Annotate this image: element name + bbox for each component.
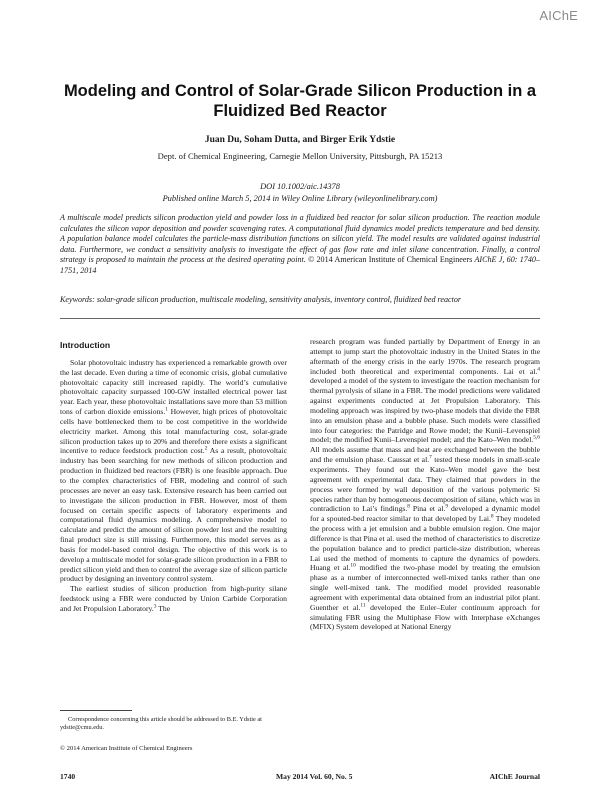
- right-column: [310, 337, 540, 632]
- paragraph: The earliest studies of silicon production from high-purity silane feedstock using a FBR were conducted by Union Carbide Corporation and Jet Propulsion Laboratory.$^3$ The: [60, 584, 287, 613]
- keywords-label: Keywords:: [60, 295, 95, 304]
- page-number: 1740: [60, 772, 76, 781]
- citation-ref: 2: [204, 445, 208, 452]
- page-footer: [60, 772, 540, 784]
- citation-ref: 11: [360, 602, 366, 609]
- abstract-citation: AIChE J, 60: 1740–1751, 2014: [60, 255, 540, 275]
- keywords-text: solar-grade silicon production, multiscale modeling, sensitivity analysis, inventory control, fluidized bed reactor: [96, 295, 462, 304]
- citation-ref: 8: [490, 513, 494, 520]
- author-list: Juan Du, Soham Dutta, and Birger Erik Ydstie: [204, 135, 396, 145]
- citation-ref: 5,6: [533, 434, 540, 441]
- keywords: [60, 295, 540, 306]
- citation-ref: 8: [407, 503, 410, 510]
- correspondence-footnote: Correspondence concerning this article should be addressed to B.E. Ydstie at ydstie@cmu.edu.: [60, 716, 262, 732]
- footnote-divider: [60, 710, 132, 711]
- citation-ref: 4: [537, 365, 540, 372]
- section-heading-introduction: Introduction: [60, 340, 111, 350]
- abstract: [60, 213, 540, 277]
- journal-name: AIChE Journal: [489, 772, 540, 781]
- abstract-copyright: © 2014 American Institute of Chemical Engineers: [308, 255, 473, 265]
- journal-tag: AIChE: [539, 8, 578, 23]
- author-affiliation: Dept. of Chemical Engineering, Carnegie Mellon University, Pittsburgh, PA 15213: [157, 151, 443, 161]
- article-title: Modeling and Control of Solar-Grade Silicon Production in a Fluidized Bed Reactor: [63, 82, 537, 120]
- citation-ref: 7: [429, 454, 432, 461]
- publication-line: Published online March 5, 2014 in Wiley Online Library (wileyonlinelibrary.com): [162, 194, 438, 203]
- paragraph: research program was funded partially by Department of Energy in an attempt to jump start the photovoltaic industry in the United States in the aftermath of the energy crisis in the early 1970s. The research program included both theoretical and experimental components. Lai et al.$^4$ developed a model of the system to investigate the reaction mechanism for thermal pyrolysis of silane in a FBR. The model predictions were validated against experiments conducted at Jet Propulsion Laboratory. This modeling approach was inspired by two-phase models that divide the FBR into an emulsion phase and a bubble phase. Such models were classified into four categories: the Patridge and Rowe model; the Kunii–Levenspiel model; the modified Kunii–Levenspiel model; and the Kato–Wen model.$^{5,6}$ All models assume that mass and heat are exchanged between the bubble and the emulsion phase. Caussat et al.$^7$ tested these models in small-scale experiments. They found out the Kato–Wen model gave the best agreement with experimental data. They claimed that powders in the process were formed by wall deposition of the various polymeric Si species rather than by homogeneous decomposition of silane, which was in contradiction to Lai’s findings.$^8$ Pina et al.$^9$ developed a dynamic model for a spouted-bed reactor similar to that developed by Lai.$^8$ They modeled the process with a jet emulsion and a bubble emulsion region. One major difference is that Pina et al. used the method of characteristics to discretize the population balance and to predict particle-size distribution, whereas Lai used the method of moments to capture the dynamics of powders. Huang et al.$^{10}$ modified the two-phase model by treating the emulsion phase as a number of interconnected well-mixed tanks rather than one single well-mixed tank. The modified model provided reasonable agreement with experimental data obtained from an industrial pilot plant. Guenther et al.$^{11}$ developed the Euler–Euler continuum approach for simulating FBR using the Multiphase Flow with Interphase eXchanges (MFIX) System developed at National Energy: [310, 337, 541, 632]
- citation-ref: 10: [350, 562, 356, 569]
- paragraph: Solar photovoltaic industry has experienced a remarkable growth over the last decade. Even during a time of economic crisis, global cumulative photovoltaic capacity still increased rapidly. The world’s cumulative photovoltaic capacity surpassed 100-GW installed electrical power last year. Each year, these photovoltaic installations save more than 53 million tons of carbon dioxide emissions.$^1$ However, high prices of photovoltaic cells have bottlenecked them to be cost competitive in the worldwide electricity market. Among this total manufacturing cost, solar-grade silicon production takes up to 20% and therefore there exists a significant incentive to reduce feedstock production cost.$^2$ As a result, photovoltaic industry has been searching for new methods of silicon production and production in fluidized bed reactors (FBR) is one feasible approach. Due to the complex characteristics of FBR, modeling and control of such processes are never an easy task. Extensive research has been carried out to investigate the silicon production in FBR. However, most of them focused on certain specific aspects of laboratory experiments and computational fluid dynamics modeling. A comprehensive model to calculate and predict the amount of silicon powder lost and the resulting final product size is still missing. Furthermore, this model serves as a basis for model-based control design. The objective of this work is to develop a multiscale model for solar-grade silicon production in a FBR to predict silicon yield and then to control the average size of silicon particle product by designing an inventory control system.: [60, 357, 288, 584]
- left-column: [60, 341, 287, 614]
- abstract-text: A multiscale model predicts silicon production yield and powder loss in a fluidized bed reactor for solar silicon production. The reaction module calculates the silicon vapor deposition and powder scavenging rates. A computational fluid dynamics model predicts temperature and bed density. A population balance model calculates the particle-mass distribution functions on silicon yield. The model results are validated against industrial data. Furthermore, we conduct a sensitivity analysis to investigate the effect of gas flow rate and inlet silane concentration. Finally, a control strategy is proposed to maintain the process at the desired operating point.: [60, 213, 540, 265]
- citation-ref: 1: [165, 406, 168, 413]
- issue-info: May 2014 Vol. 60, No. 5: [276, 772, 353, 781]
- citation-ref: 9: [445, 503, 449, 510]
- doi-line: DOI 10.1002/aic.14378: [260, 182, 340, 191]
- abstract-divider: [60, 318, 540, 319]
- citation-ref: 3: [153, 603, 157, 610]
- copyright-line: © 2014 American Institute of Chemical Engineers: [60, 745, 193, 752]
